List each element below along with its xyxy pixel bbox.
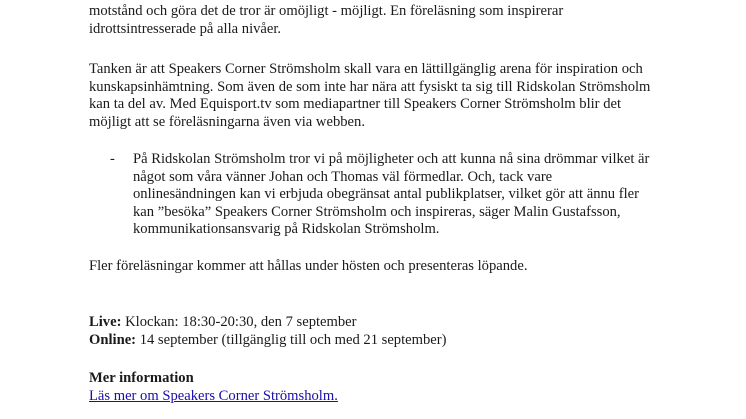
quote-dash: - — [110, 151, 115, 167]
more-lectures-text: Fler föreläsningar kommer att hållas under hösten och presenteras löpande. — [89, 258, 528, 274]
intro-line: idrottsintresserade på alla nivåer. — [89, 20, 282, 37]
arena-line: möjligt att se föreläsningarna även via webben. — [89, 113, 365, 130]
speakers-corner-link[interactable]: Läs mer om Speakers Corner Strömsholm. — [89, 387, 338, 404]
live-label: Live: — [89, 314, 122, 330]
intro-paragraph — [89, 3, 659, 38]
quote-line: onlinesändningen kan vi erbjuda obegränsat antal publikplatser, vilket gör att ännu fler — [133, 186, 639, 203]
more-info — [89, 370, 659, 405]
arena-line: kunskapsinhämtning. Som även de som inte har nära att fysiskt ta sig till Ridskolan Strömsholm — [89, 78, 651, 95]
quote-line: något som våra vänner Johan och Thomas väl förmedlar. Och, tack vare — [133, 168, 553, 185]
arena-line: kan ta del av. Med Equisport.tv som mediapartner till Speakers Corner Strömsholm blir det — [89, 96, 622, 113]
live-value: Klockan: 18:30-20:30, den 7 september — [125, 314, 357, 330]
quote-line: kan ”besöka” Speakers Corner Strömsholm och inspireras, säger Malin Gustafsson, — [133, 203, 621, 220]
online-label: Online: — [89, 331, 137, 348]
more-lectures-paragraph — [89, 258, 659, 276]
arena-line: Tanken är att Speakers Corner Strömsholm skall vara en lättillgänglig arena för inspiration och — [89, 61, 643, 77]
online-value: 14 september (tillgänglig till och med 21 september) — [139, 331, 447, 348]
online-row — [89, 332, 659, 350]
arena-paragraph — [89, 61, 659, 131]
more-info-heading: Mer information — [89, 370, 194, 386]
live-row — [89, 314, 659, 332]
quote-line: kommunikationsansvarig på Ridskolan Strömsholm. — [133, 221, 440, 238]
quote-line: På Ridskolan Strömsholm tror vi på möjligheter och att kunna nå sina drömmar vilket är — [133, 151, 650, 167]
quote-paragraph — [133, 151, 673, 239]
schedule — [89, 314, 659, 349]
intro-line: motstånd och göra det de tror är omöjligt - möjligt. En föreläsning som inspirerar — [89, 3, 564, 19]
